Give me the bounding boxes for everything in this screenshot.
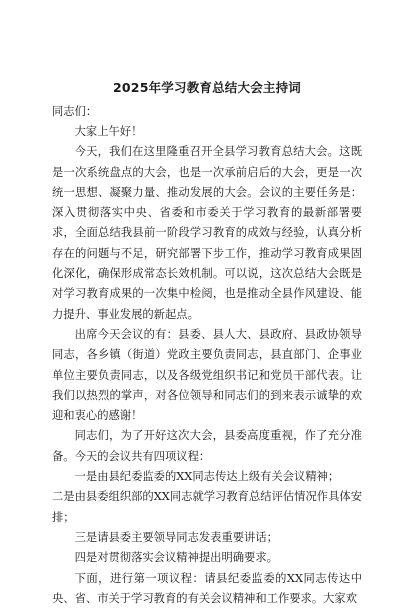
agenda-item-2: 二是由县委组织部的XX同志就学习教育总结评估情况作具体安排； [52,490,362,524]
salutation: 同志们： [52,105,98,118]
paragraph-meeting-purpose: 今天，我们在这里隆重召开全县学习教育总结大会。这既是一次系统盘点的大会，也是一次承前启后的大会，更是一次统一思想、凝聚力量、推动发展的大会。会议的主要任务是：深入贯彻落实中央、省委和市委关于学习教育的最新部署要求，全面总结我县前一阶段学习教育的成效与经验，认真分析存在的问题与不足，研究部署下步工作，推动学习教育成果固化深化，确保形成常态长效机制。可以说，这次总结大会既是对学习教育成果的一次集中检阅，也是推动全县作风建设、能力提升、事业发展的新起点。 [52,145,362,321]
agenda-item-1: 一是由县纪委监委的XX同志传达上级有关会议精神； [74,470,340,484]
paragraph-agenda-intro: 同志们，为了开好这次大会，县委高度重视，作了充分准备。今天的会议共有四项议程： [52,429,362,463]
paragraph-attendees: 出席今天会议的有：县委、县人大、县政府、县政协领导同志，各乡镇（街道）党政主要负责同志，县直部门、企事业单位主要负责同志，以及各级党组织书记和党员干部代表。让我们以热烈的掌声，对各位领导和同志们的到来表示诚挚的欢迎和衷心的感谢！ [52,327,362,423]
paragraph-greeting: 大家上午好！ [74,125,143,138]
document-page [52,80,362,609]
agenda-item-3: 三是请县委主要领导同志发表重要讲话； [74,530,278,544]
document-title: 2025年学习教育总结大会主持词 [113,80,301,95]
agenda-item-4: 四是对贯彻落实会议精神提出明确要求。 [74,551,278,565]
paragraph-first-agenda: 下面，进行第一项议程：请县纪委监委的XX同志传达中央、省、市关于学习教育的有关会议精神和工作要求。大家欢 [52,571,362,605]
